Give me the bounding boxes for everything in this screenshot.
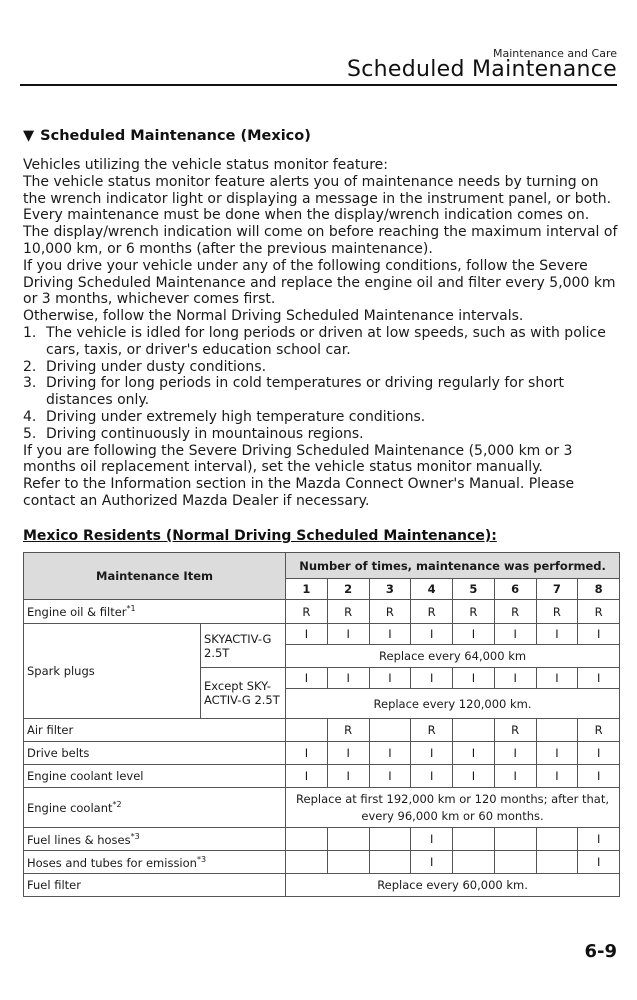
table-cell: I [369, 668, 411, 689]
table-cell: R [494, 600, 536, 624]
header-divider [20, 84, 617, 86]
list-item-text: Driving for long periods in cold temperatures or driving regularly for short distances only. [46, 375, 564, 409]
footnote-mark: *1 [126, 604, 136, 614]
table-cell [286, 719, 328, 742]
column-header: 4 [411, 579, 453, 600]
row-label: Drive belts [24, 742, 286, 765]
table-cell: I [453, 624, 495, 645]
table-cell: R [578, 600, 620, 624]
table-cell: I [453, 668, 495, 689]
table-cell: I [578, 828, 620, 851]
table-cell: R [411, 600, 453, 624]
paragraph: Otherwise, follow the Normal Driving Scheduled Maintenance intervals. [23, 308, 524, 325]
table-cell: R [369, 600, 411, 624]
row-label: Engine coolant$^{*2}$ [24, 788, 286, 828]
section-heading [23, 128, 311, 144]
table-cell: I [536, 624, 578, 645]
table-cell: R [536, 600, 578, 624]
table-cell: I [536, 668, 578, 689]
table-cell: I [286, 765, 328, 788]
footnote-mark: *2 [112, 800, 122, 810]
table-cell: I [369, 742, 411, 765]
chapter-label: Maintenance and Care [493, 47, 617, 60]
paragraph: Vehicles utilizing the vehicle status monitor feature: [23, 157, 388, 173]
table-row [24, 742, 620, 765]
section-heading-text: Scheduled Maintenance (Mexico) [40, 128, 311, 144]
table-cell [286, 828, 328, 851]
column-header: 5 [453, 579, 495, 600]
paragraph: The display/wrench indication will come on before reaching the maximum interval of 10,000 km, or 6 months (after the previous maintenance). [23, 224, 618, 257]
sub-row-label: Except SKY-ACTIV-G 2.5T [201, 668, 286, 719]
column-header: 8 [578, 579, 620, 600]
table-cell [536, 851, 578, 874]
paragraph: If you drive your vehicle under any of the following conditions, follow the Severe Driving Scheduled Maintenance and replace the engine oil and filter every 5,000 km or 3 months, whichever comes first. [23, 257, 616, 308]
row-label: Air filter [24, 719, 286, 742]
table-cell: I [411, 742, 453, 765]
column-header: 3 [369, 579, 411, 600]
table-cell [453, 851, 495, 874]
table-cell: I [536, 742, 578, 765]
table-cell: I [494, 742, 536, 765]
list-item-text: Driving under extremely high temperature conditions. [46, 408, 426, 425]
table-cell [536, 828, 578, 851]
footnote-mark: *3 [130, 831, 140, 841]
list-item [23, 325, 621, 359]
row-label: Hoses and tubes for emission$^{*3}$ [24, 851, 286, 874]
replace-note: Replace every 64,000 km [286, 645, 620, 668]
table-cell: I [578, 624, 620, 645]
paragraph: The vehicle status monitor feature alerts you of maintenance needs by turning on the wrench indicator light or displaying a message in the instrument panel, or both. [23, 173, 612, 207]
table-cell: R [286, 600, 328, 624]
table-cell [536, 719, 578, 742]
table-cell [327, 828, 369, 851]
table-row [24, 828, 620, 851]
table-cell: I [578, 668, 620, 689]
table-cell: I [286, 624, 328, 645]
row-label: Engine oil & filter$^{*1}$ [24, 600, 286, 624]
table-cell: R [578, 719, 620, 742]
column-header: 2 [327, 579, 369, 600]
table-cell [494, 828, 536, 851]
table-cell: R [453, 600, 495, 624]
list-item-number: 1. [23, 324, 37, 341]
replace-note: Replace at first 192,000 km or 120 months; after that, every 96,000 km or 60 months. [286, 788, 620, 828]
paragraph: If you are following the Severe Driving Scheduled Maintenance (5,000 km or 3 months oil replacement interval), set the vehicle status monitor manually. [23, 442, 573, 476]
table-row [24, 765, 620, 788]
table-cell: I [578, 765, 620, 788]
table-cell: I [578, 851, 620, 874]
list-item [23, 426, 621, 443]
table-row [24, 624, 620, 645]
list-item-number: 2. [23, 358, 37, 375]
table-cell: I [453, 742, 495, 765]
list-item-text: Driving under dusty conditions. [46, 358, 267, 375]
table-cell: R [411, 719, 453, 742]
table-row [24, 788, 620, 828]
maintenance-item-header: Maintenance Item [24, 553, 286, 600]
table-cell: I [327, 624, 369, 645]
table-cell [369, 851, 411, 874]
table-cell: I [411, 851, 453, 874]
table-cell: I [494, 624, 536, 645]
table-cell: I [411, 668, 453, 689]
conditions-list [23, 325, 621, 443]
row-label: Engine coolant level [24, 765, 286, 788]
list-item [23, 375, 621, 409]
maintenance-table [23, 552, 620, 897]
list-item-number: 3. [23, 375, 37, 392]
row-label: Fuel filter [24, 874, 286, 897]
table-row [24, 600, 620, 624]
table-cell: I [578, 742, 620, 765]
list-item [23, 409, 621, 426]
table-row [24, 851, 620, 874]
row-label: Fuel lines & hoses$^{*3}$ [24, 828, 286, 851]
body-text [23, 157, 621, 510]
table-cell [286, 851, 328, 874]
table-cell [453, 828, 495, 851]
table-cell [327, 851, 369, 874]
table-row [24, 719, 620, 742]
column-header: 1 [286, 579, 328, 600]
times-header: Number of times, maintenance was performed. [286, 553, 620, 579]
table-cell: I [411, 828, 453, 851]
table-cell: I [286, 668, 328, 689]
paragraph: Refer to the Information section in the Mazda Connect Owner's Manual. Please contact an Authorized Mazda Dealer if necessary. [23, 476, 575, 509]
table-cell: I [327, 765, 369, 788]
list-item-text: The vehicle is idled for long periods or driven at low speeds, such as with police cars, taxis, or driver's education school car. [46, 324, 606, 358]
table-cell: I [327, 742, 369, 765]
row-label: Spark plugs [24, 624, 201, 719]
table-cell: I [494, 668, 536, 689]
list-item [23, 359, 621, 376]
replace-note: Replace every 60,000 km. [286, 874, 620, 897]
table-cell: I [411, 765, 453, 788]
column-header: 6 [494, 579, 536, 600]
table-cell: I [494, 765, 536, 788]
page-title: Scheduled Maintenance [346, 57, 617, 82]
table-cell: R [327, 600, 369, 624]
table-cell: I [369, 765, 411, 788]
footnote-mark: *3 [196, 854, 207, 864]
paragraph: Every maintenance must be done when the display/wrench indication comes on. [23, 207, 590, 224]
table-title: Mexico Residents (Normal Driving Scheduled Maintenance): [23, 528, 497, 544]
table-cell [453, 719, 495, 742]
replace-note: Replace every 120,000 km. [286, 689, 620, 719]
table-cell: I [411, 624, 453, 645]
page-number: 6-9 [584, 941, 617, 962]
column-header: 7 [536, 579, 578, 600]
triangle-marker-icon: ▼ [23, 128, 35, 144]
table-cell: I [453, 765, 495, 788]
list-item-text: Driving continuously in mountainous regions. [46, 425, 364, 442]
table-cell: I [327, 668, 369, 689]
table-cell: I [286, 742, 328, 765]
table-cell [369, 828, 411, 851]
table-cell [369, 719, 411, 742]
table-row [24, 874, 620, 897]
table-cell: I [536, 765, 578, 788]
list-item-number: 4. [23, 408, 37, 425]
sub-row-label: SKYACTIV-G 2.5T [201, 624, 286, 668]
table-cell: R [327, 719, 369, 742]
table-cell [494, 851, 536, 874]
table-cell: I [369, 624, 411, 645]
table-cell: R [494, 719, 536, 742]
list-item-number: 5. [23, 425, 37, 442]
